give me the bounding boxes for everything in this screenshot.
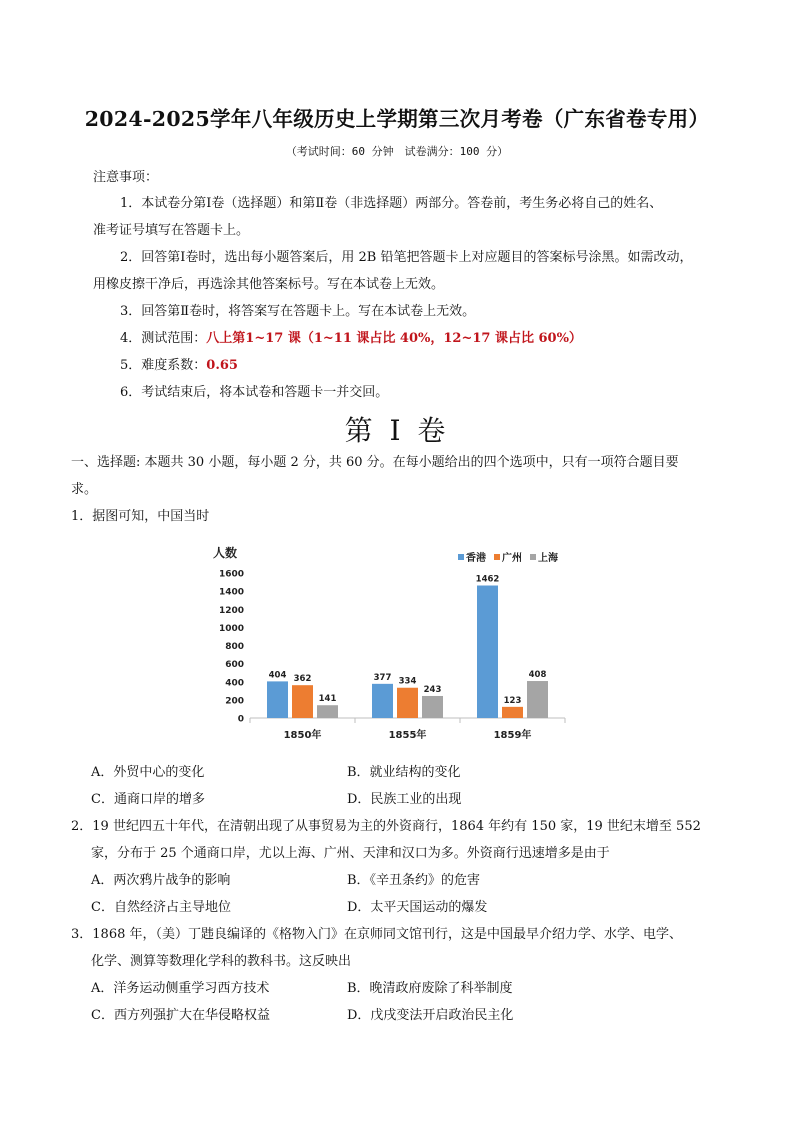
- legend-label: 香港: [466, 553, 486, 564]
- part-intro-cont: 求。: [71, 482, 98, 497]
- question-2-stem: 2．19 世纪四五十年代，在清朝出现了从事贸易为主的外资商行，1864 年约有 150 家，19 世纪末增至 552: [71, 819, 701, 834]
- note-item-1: 1．本试卷分第Ⅰ卷（选择题）和第Ⅱ卷（非选择题）两部分。答卷前，考生务必将自己的姓名、: [120, 196, 663, 211]
- data-label: 377: [373, 672, 392, 683]
- y-tick-label: 600: [225, 660, 244, 671]
- question-3-option-d[interactable]: D．戊戌变法开启政治民主化: [347, 1008, 514, 1023]
- question-1-option-d[interactable]: D．民族工业的出现: [347, 792, 462, 807]
- note-item-5: [120, 357, 238, 375]
- bar: [372, 684, 393, 718]
- data-label: 404: [268, 670, 287, 681]
- x-tick-label: 1859年: [493, 730, 532, 741]
- bar-chart: [205, 540, 595, 750]
- question-2-stem-cont: 家，分布于 25 个通商口岸，尤以上海、广州、天津和汉口为多。外资商行迅速增多是由于: [91, 846, 610, 861]
- bar: [477, 586, 498, 718]
- y-tick-label: 200: [225, 696, 244, 707]
- difficulty-value: 0.65: [206, 358, 238, 373]
- data-label: 334: [398, 676, 417, 687]
- data-label: 243: [423, 684, 442, 695]
- legend-swatch: [458, 554, 464, 560]
- y-tick-label: 1400: [218, 587, 244, 598]
- bar: [267, 681, 288, 718]
- y-axis-label: 人数: [213, 546, 238, 560]
- section-title: 第 I 卷: [344, 414, 450, 447]
- question-2-option-c[interactable]: C．自然经济占主导地位: [91, 900, 231, 915]
- data-label: 141: [318, 694, 337, 705]
- y-tick-label: 1600: [218, 569, 244, 580]
- data-label: 362: [293, 674, 312, 685]
- exam-title: 2024-2025学年八年级历史上学期第三次月考卷（广东省卷专用）: [84, 107, 710, 131]
- note-item-6: 6．考试结束后，将本试卷和答题卡一并交回。: [120, 385, 389, 400]
- question-2-option-a[interactable]: A．两次鸦片战争的影响: [91, 873, 231, 888]
- bar: [527, 681, 548, 718]
- x-tick-label: 1850年: [283, 730, 322, 741]
- notes-heading: 注意事项：: [93, 170, 159, 185]
- note-item-2: 2．回答第Ⅰ卷时，选出每小题答案后，用 2B 铅笔把答题卡上对应题目的答案标号涂黑。如需改动，: [120, 250, 693, 265]
- bar: [502, 707, 523, 718]
- question-2-option-d[interactable]: D．太平天国运动的爆发: [347, 900, 488, 915]
- note-item-4-label: 4．测试范围：: [120, 331, 207, 346]
- legend-swatch: [530, 554, 536, 560]
- question-1-stem: 1．据图可知，中国当时: [71, 509, 210, 524]
- y-tick-label: 1200: [218, 605, 244, 616]
- note-item-2-cont: 用橡皮擦干净后，再选涂其他答案标号。写在本试卷上无效。: [93, 277, 445, 292]
- bar: [397, 688, 418, 718]
- y-tick-label: 400: [225, 678, 244, 689]
- y-tick-label: 1000: [218, 623, 244, 634]
- question-1-option-b[interactable]: B．就业结构的变化: [347, 765, 461, 780]
- question-3-stem: 3．1868 年，（美）丁韪良编译的《格物入门》在京师同文馆刊行，这是中国最早介绍力学、水学、电学、: [71, 927, 682, 942]
- question-1-option-c[interactable]: C．通商口岸的增多: [91, 792, 205, 807]
- question-1-option-a[interactable]: A．外贸中心的变化: [91, 765, 205, 780]
- question-2-option-b[interactable]: B．《辛丑条约》的危害: [347, 873, 481, 888]
- legend-label: 上海: [538, 553, 558, 564]
- question-3-option-c[interactable]: C．西方列强扩大在华侵略权益: [91, 1008, 270, 1023]
- note-item-1-cont: 准考证号填写在答题卡上。: [93, 223, 250, 238]
- y-tick-label: 0: [237, 714, 244, 725]
- data-label: 408: [528, 670, 547, 681]
- y-tick-label: 800: [225, 642, 244, 652]
- legend-swatch: [494, 554, 500, 560]
- part-intro: 一、选择题: 本题共 30 小题，每小题 2 分，共 60 分。在每小题给出的四个选项中，只有一项符合题目要: [71, 455, 679, 470]
- bar: [422, 696, 443, 718]
- note-item-5-label: 5．难度系数：: [120, 358, 207, 373]
- note-item-4: [120, 330, 582, 348]
- question-3-stem-cont: 化学、测算等数理化学科的教科书。这反映出: [91, 954, 352, 969]
- bar: [292, 685, 313, 718]
- question-3-option-b[interactable]: B．晚清政府废除了科举制度: [347, 981, 513, 996]
- test-scope: 八上第1~17 课（1~11 课占比 40%，12~17 课占比 60%）: [206, 331, 582, 346]
- exam-info: （考试时间：60 分钟 试卷满分：100 分）: [285, 145, 509, 158]
- x-tick-label: 1855年: [388, 730, 427, 741]
- question-3-option-a[interactable]: A．洋务运动侧重学习西方技术: [91, 981, 270, 996]
- data-label: 123: [503, 695, 522, 706]
- note-item-3: 3．回答第Ⅱ卷时，将答案写在答题卡上。写在本试卷上无效。: [120, 304, 476, 319]
- bar: [317, 705, 338, 718]
- data-label: 1462: [475, 574, 500, 585]
- legend-label: 广州: [502, 553, 522, 564]
